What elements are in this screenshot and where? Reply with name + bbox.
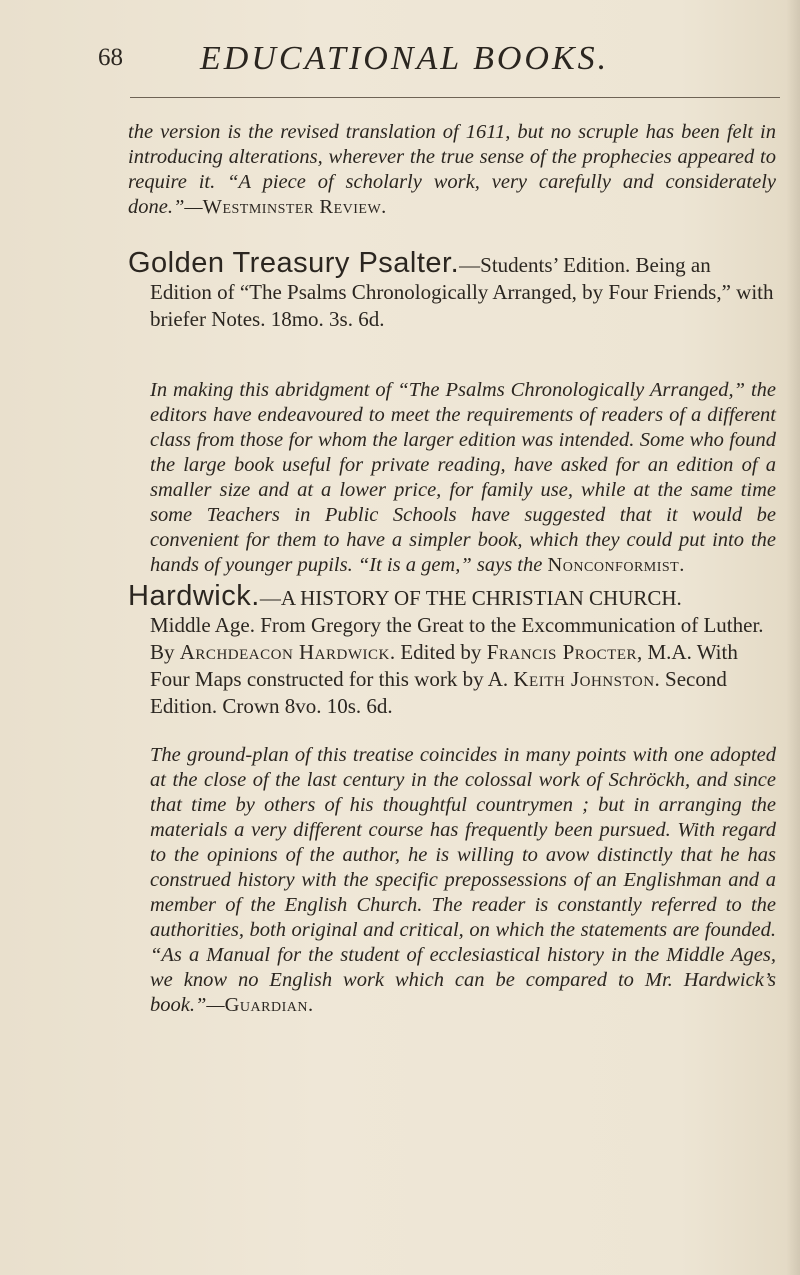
review-text: The ground-plan of this treatise coincides in many points with one adopted at the close of the last century in the colossal work of Schröckh, and since that time by others of his thoughtful countrymen ; but in arranging the materials a very different course has frequently been pursued. With regard to the opinions of the author, he is willing to avow distinctly that he has construed history with the specific prepossessions of an Englishman and a member of the English Church. The reader is constantly referred to the authorities, both original and critical, on which the statements are founded. “As a Manual for the student of ecclesiastical history in the Middle Ages, we know no English work which can be compared to Mr. Hardwick’s book.”— [150, 744, 776, 1016]
running-head: EDUCATIONAL BOOKS. [200, 40, 610, 77]
entry-title: Golden Treasury Psalter. [128, 247, 460, 279]
entry-headline: —A HISTORY OF THE CHRISTIAN CHURCH. [259, 586, 682, 610]
author-name: Archdeacon Hardwick [179, 640, 390, 664]
hardwick-review [128, 743, 776, 1018]
editor-name: Francis Procter [486, 640, 637, 664]
page-edge-shadow [786, 0, 800, 1275]
header-rule [130, 97, 780, 98]
entry-title: Hardwick. [128, 580, 260, 612]
description-part: . Second Edition. Crown 8vo. 10s. 6d. [150, 667, 727, 718]
hardwick-entry [128, 580, 776, 720]
entry-description-lead: —Students’ Edition. Being an [459, 253, 711, 277]
cartographer-name: Keith Johnston [513, 667, 655, 691]
description-part: Middle Age. From Gregory the Great to the Excommunication of Luther. By [150, 613, 764, 664]
description-part: , M.A. With Four Maps constructed for this work by A. [150, 640, 738, 691]
review-source: Guardian. [224, 994, 314, 1016]
page-header [98, 38, 738, 78]
golden-treasury-entry [128, 247, 776, 333]
review-source: Nonconformist. [547, 554, 685, 576]
description-part: . Edited by [389, 640, 487, 664]
review-text: the version is the revised translation of 1611, but no scruple has been felt in introducing alterations, wherever the true sense of the prophecies appeared to require it. “A piece of scholarly work, very carefully and considerately done.”— [128, 121, 776, 218]
entry-description [128, 612, 776, 720]
page-number: 68 [98, 44, 123, 71]
review-source: Westminster Review. [202, 196, 387, 218]
review-text: In making this abridgment of “The Psalms Chronologically Arranged,” the editors have endeavoured to meet the requirements of readers of a different class from those for whom the larger edition was intended. Some who found the large book useful for private reading, have asked for an edition of a smaller size and at a lower price, for family use, while at the same time some Teachers in Public Schools have suggested that it would be convenient for them to have a simpler book, which they could put into the hands of younger pupils. “It is a gem,” says the [150, 379, 776, 576]
golden-treasury-review [128, 378, 776, 578]
entry-description: Edition of “The Psalms Chronologically Arranged, by Four Friends,” with briefer Notes. 18mo. 3s. 6d. [150, 280, 774, 331]
previous-entry-review [128, 120, 776, 220]
